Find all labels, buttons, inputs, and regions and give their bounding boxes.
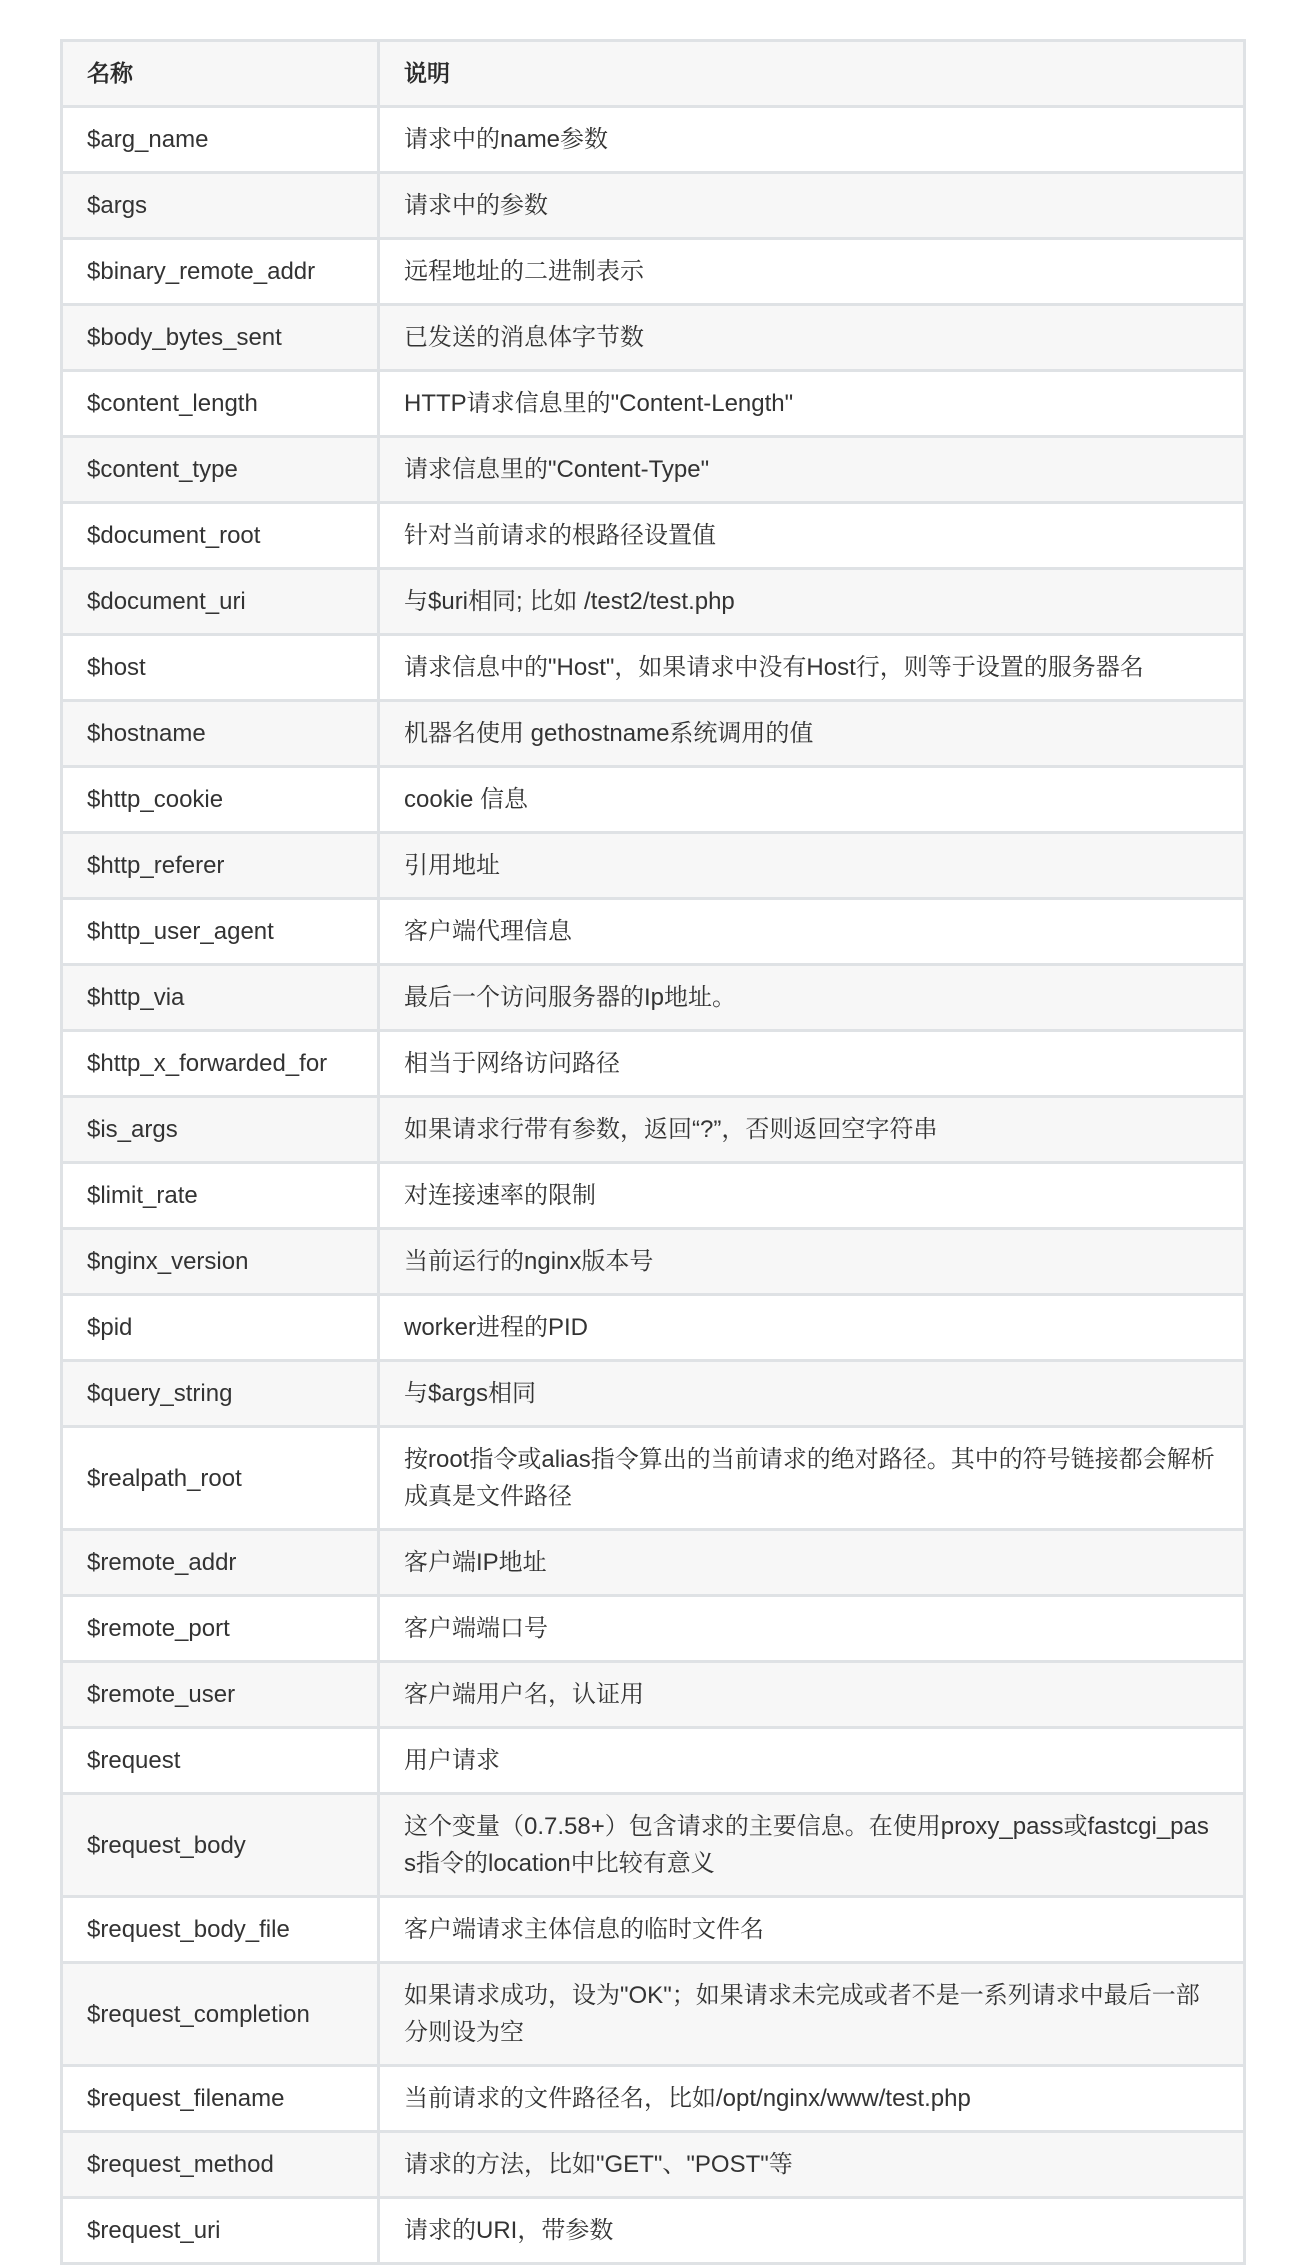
variable-description: 对连接速率的限制	[379, 1163, 1245, 1229]
variable-description: 请求的方法，比如"GET"、"POST"等	[379, 2132, 1245, 2198]
variable-name: $nginx_version	[62, 1229, 379, 1295]
variable-description: 客户端IP地址	[379, 1530, 1245, 1596]
nginx-variables-table	[60, 39, 1246, 2265]
variable-name: $request_completion	[62, 1963, 379, 2066]
variable-description: 请求中的参数	[379, 173, 1245, 239]
variable-name: $binary_remote_addr	[62, 239, 379, 305]
variable-name: $request_body_file	[62, 1897, 379, 1963]
variable-description: 客户端端口号	[379, 1596, 1245, 1662]
variable-description: worker进程的PID	[379, 1295, 1245, 1361]
variable-description: 按root指令或alias指令算出的当前请求的绝对路径。其中的符号链接都会解析成真是文件路径	[379, 1427, 1245, 1530]
table-row	[62, 437, 1245, 503]
table-row	[62, 1427, 1245, 1530]
variable-name: $remote_user	[62, 1662, 379, 1728]
table-row	[62, 635, 1245, 701]
variable-description: 与$uri相同; 比如 /test2/test.php	[379, 569, 1245, 635]
table-row	[62, 173, 1245, 239]
table-row	[62, 107, 1245, 173]
table-row	[62, 1229, 1245, 1295]
variable-name: $pid	[62, 1295, 379, 1361]
variable-name: $request_method	[62, 2132, 379, 2198]
table-row	[62, 1163, 1245, 1229]
variable-description: 请求中的name参数	[379, 107, 1245, 173]
variable-name: $is_args	[62, 1097, 379, 1163]
table-row	[62, 1897, 1245, 1963]
variable-name: $remote_addr	[62, 1530, 379, 1596]
table-row	[62, 371, 1245, 437]
variable-description: 引用地址	[379, 833, 1245, 899]
variable-description: 用户请求	[379, 1728, 1245, 1794]
variable-name: $limit_rate	[62, 1163, 379, 1229]
variable-name: $http_referer	[62, 833, 379, 899]
variable-name: $content_length	[62, 371, 379, 437]
table-row	[62, 1361, 1245, 1427]
variable-description: 如果请求行带有参数，返回“?”，否则返回空字符串	[379, 1097, 1245, 1163]
variable-name: $query_string	[62, 1361, 379, 1427]
variable-name: $document_uri	[62, 569, 379, 635]
variable-name: $realpath_root	[62, 1427, 379, 1530]
variable-description: 客户端用户名，认证用	[379, 1662, 1245, 1728]
variable-description: 远程地址的二进制表示	[379, 239, 1245, 305]
variable-name: $content_type	[62, 437, 379, 503]
variable-description: 请求信息中的"Host"，如果请求中没有Host行，则等于设置的服务器名	[379, 635, 1245, 701]
table-row	[62, 1963, 1245, 2066]
variable-description: 客户端代理信息	[379, 899, 1245, 965]
variable-name: $request_uri	[62, 2198, 379, 2264]
table-row	[62, 503, 1245, 569]
variable-name: $http_user_agent	[62, 899, 379, 965]
table-row	[62, 569, 1245, 635]
variable-description: 针对当前请求的根路径设置值	[379, 503, 1245, 569]
variable-description: 当前请求的文件路径名，比如/opt/nginx/www/test.php	[379, 2066, 1245, 2132]
variable-name: $http_via	[62, 965, 379, 1031]
variable-description: 机器名使用 gethostname系统调用的值	[379, 701, 1245, 767]
variable-description: 已发送的消息体字节数	[379, 305, 1245, 371]
variable-name: $request_filename	[62, 2066, 379, 2132]
variable-name: $hostname	[62, 701, 379, 767]
table-row	[62, 965, 1245, 1031]
table-header-row	[62, 41, 1245, 107]
table-row	[62, 2198, 1245, 2264]
table-row	[62, 899, 1245, 965]
variable-name: $request_body	[62, 1794, 379, 1897]
variable-description: 请求信息里的"Content-Type"	[379, 437, 1245, 503]
table-row	[62, 305, 1245, 371]
column-header-name: 名称	[62, 41, 379, 107]
variable-name: $remote_port	[62, 1596, 379, 1662]
variable-description: 最后一个访问服务器的Ip地址。	[379, 965, 1245, 1031]
variable-name: $args	[62, 173, 379, 239]
table-row	[62, 1794, 1245, 1897]
variable-name: $http_cookie	[62, 767, 379, 833]
table-row	[62, 1596, 1245, 1662]
table-row	[62, 1728, 1245, 1794]
table-row	[62, 1097, 1245, 1163]
variable-name: $document_root	[62, 503, 379, 569]
variable-name: $http_x_forwarded_for	[62, 1031, 379, 1097]
table-row	[62, 833, 1245, 899]
variable-description: 如果请求成功，设为"OK"；如果请求未完成或者不是一系列请求中最后一部分则设为空	[379, 1963, 1245, 2066]
table-row	[62, 701, 1245, 767]
variable-description: HTTP请求信息里的"Content-Length"	[379, 371, 1245, 437]
variable-description: 当前运行的nginx版本号	[379, 1229, 1245, 1295]
variable-description: cookie 信息	[379, 767, 1245, 833]
variable-description: 请求的URI，带参数	[379, 2198, 1245, 2264]
variable-description: 这个变量（0.7.58+）包含请求的主要信息。在使用proxy_pass或fastcgi_pass指令的location中比较有意义	[379, 1794, 1245, 1897]
variable-name: $body_bytes_sent	[62, 305, 379, 371]
column-header-description: 说明	[379, 41, 1245, 107]
variable-description: 相当于网络访问路径	[379, 1031, 1245, 1097]
table-row	[62, 1295, 1245, 1361]
variable-description: 与$args相同	[379, 1361, 1245, 1427]
nginx-variables-table-container	[60, 39, 1246, 2265]
table-row	[62, 2066, 1245, 2132]
variable-name: $request	[62, 1728, 379, 1794]
table-row	[62, 2132, 1245, 2198]
table-row	[62, 1031, 1245, 1097]
table-row	[62, 767, 1245, 833]
variable-description: 客户端请求主体信息的临时文件名	[379, 1897, 1245, 1963]
variable-name: $host	[62, 635, 379, 701]
table-row	[62, 1530, 1245, 1596]
variable-name: $arg_name	[62, 107, 379, 173]
table-row	[62, 239, 1245, 305]
table-row	[62, 1662, 1245, 1728]
